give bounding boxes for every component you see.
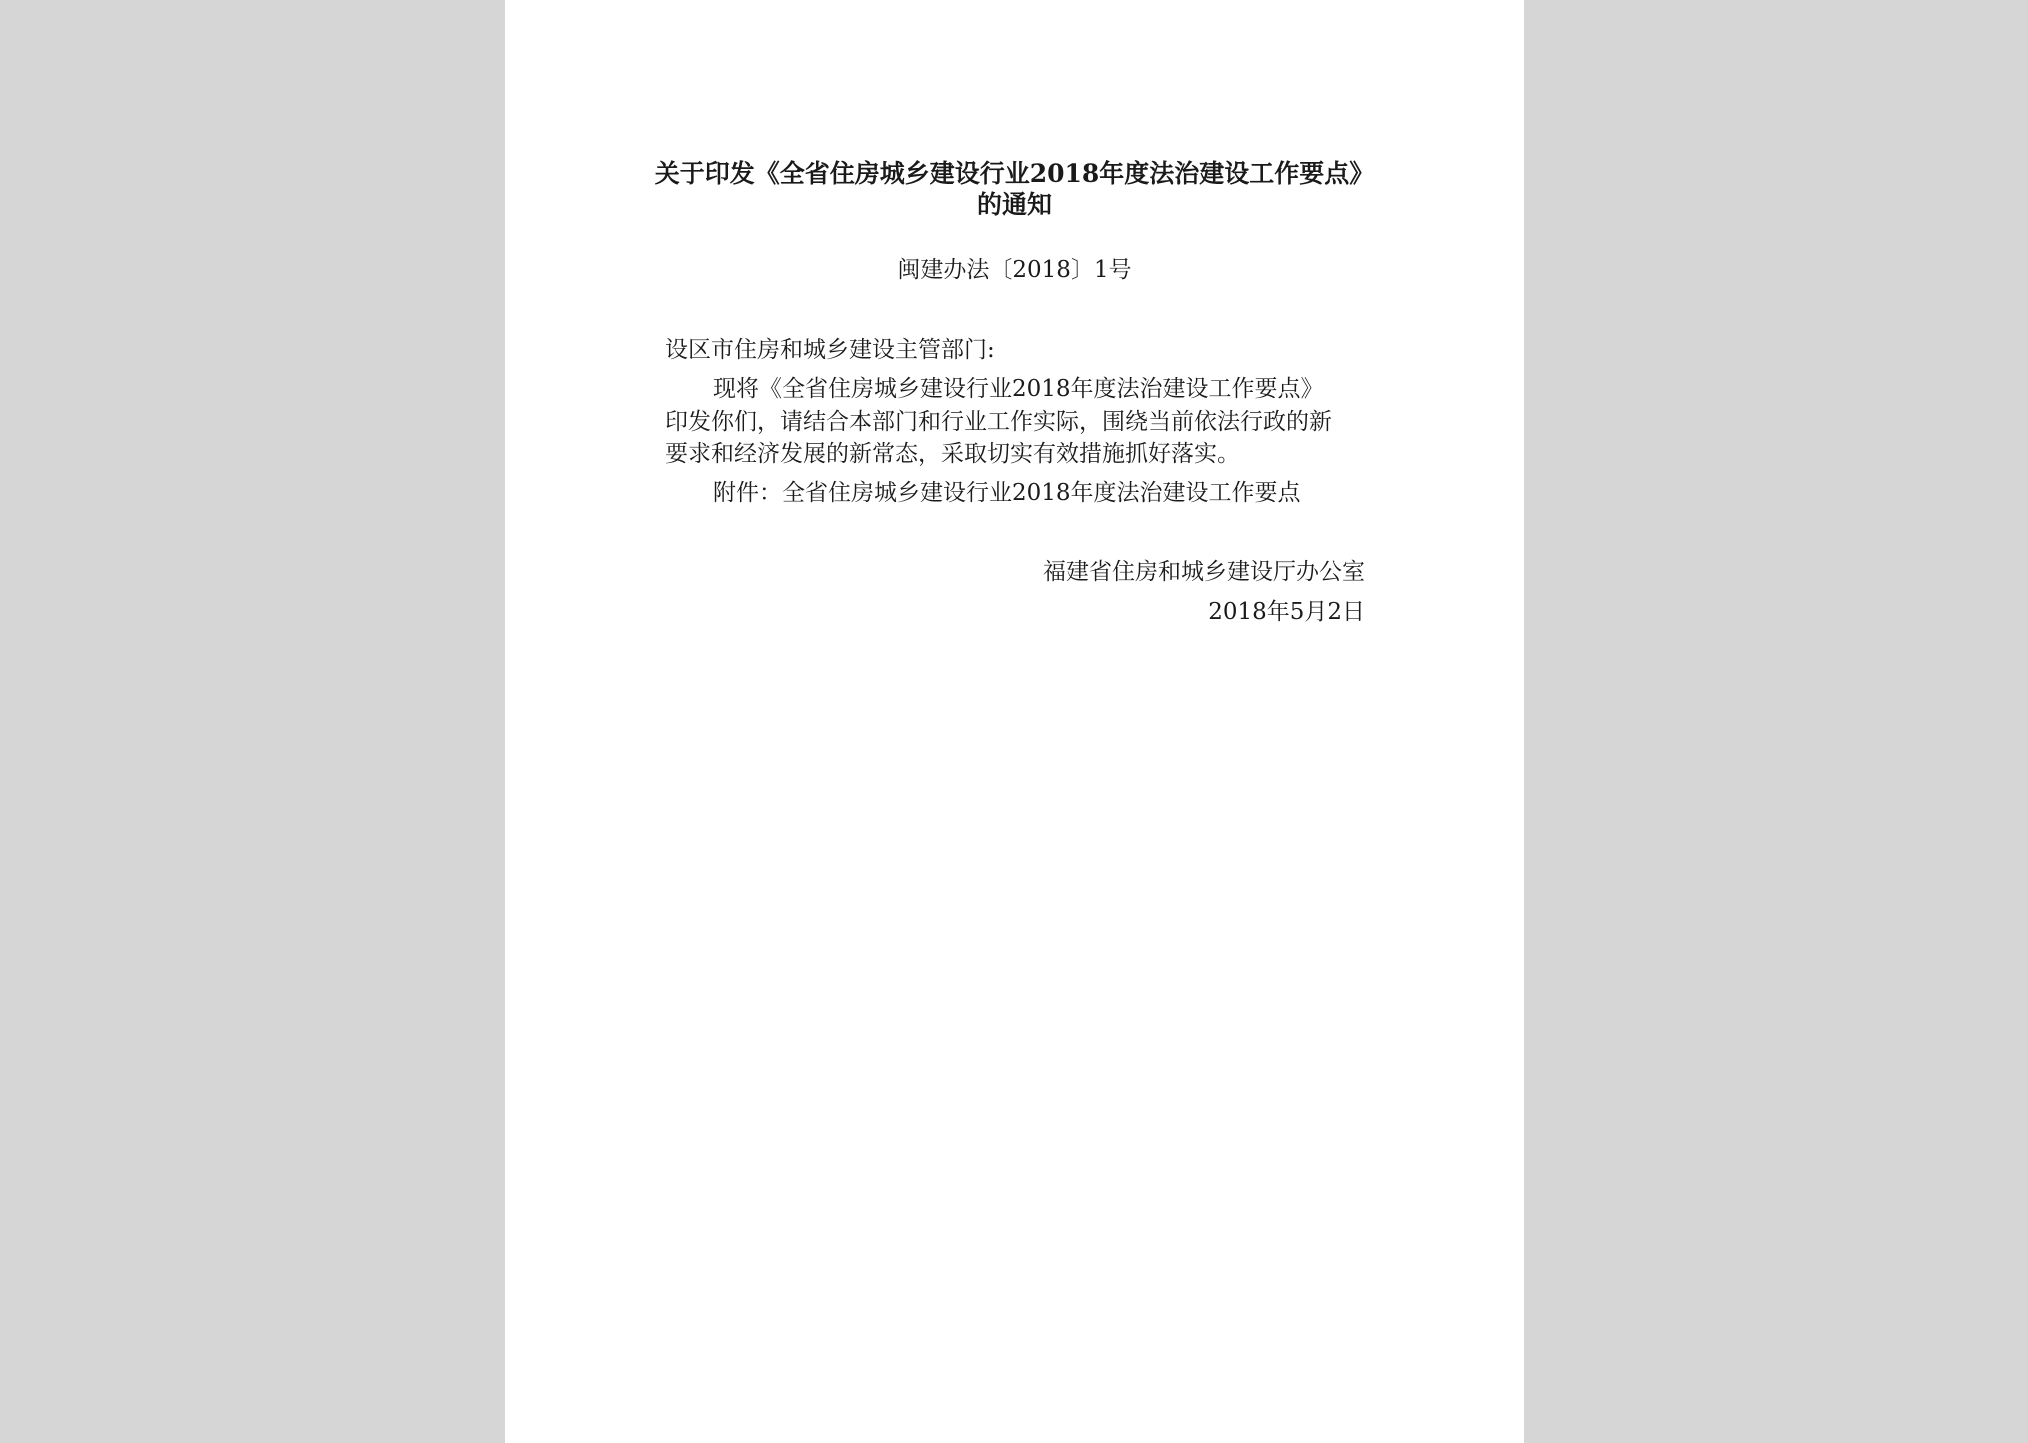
document-title-line-1: 关于印发《全省住房城乡建设行业2018年度法治建设工作要点》	[654, 159, 1375, 188]
attachment-line: 附件：全省住房城乡建设行业2018年度法治建设工作要点	[713, 480, 1301, 506]
document-page	[505, 0, 1524, 1443]
issuer: 福建省住房和城乡建设厅办公室	[1043, 559, 1365, 585]
document-title-line-2: 的通知	[976, 190, 1052, 219]
salutation: 设区市住房和城乡建设主管部门:	[665, 337, 995, 363]
body-paragraph-line-3: 要求和经济发展的新常态，采取切实有效措施抓好落实。	[665, 441, 1240, 467]
issue-date: 2018年5月2日	[1208, 599, 1365, 625]
body-paragraph-line-1: 现将《全省住房城乡建设行业2018年度法治建设工作要点》	[713, 376, 1324, 402]
document-number: 闽建办法〔2018〕1号	[897, 257, 1132, 283]
body-paragraph-line-2: 印发你们，请结合本部门和行业工作实际，围绕当前依法行政的新	[665, 409, 1332, 435]
